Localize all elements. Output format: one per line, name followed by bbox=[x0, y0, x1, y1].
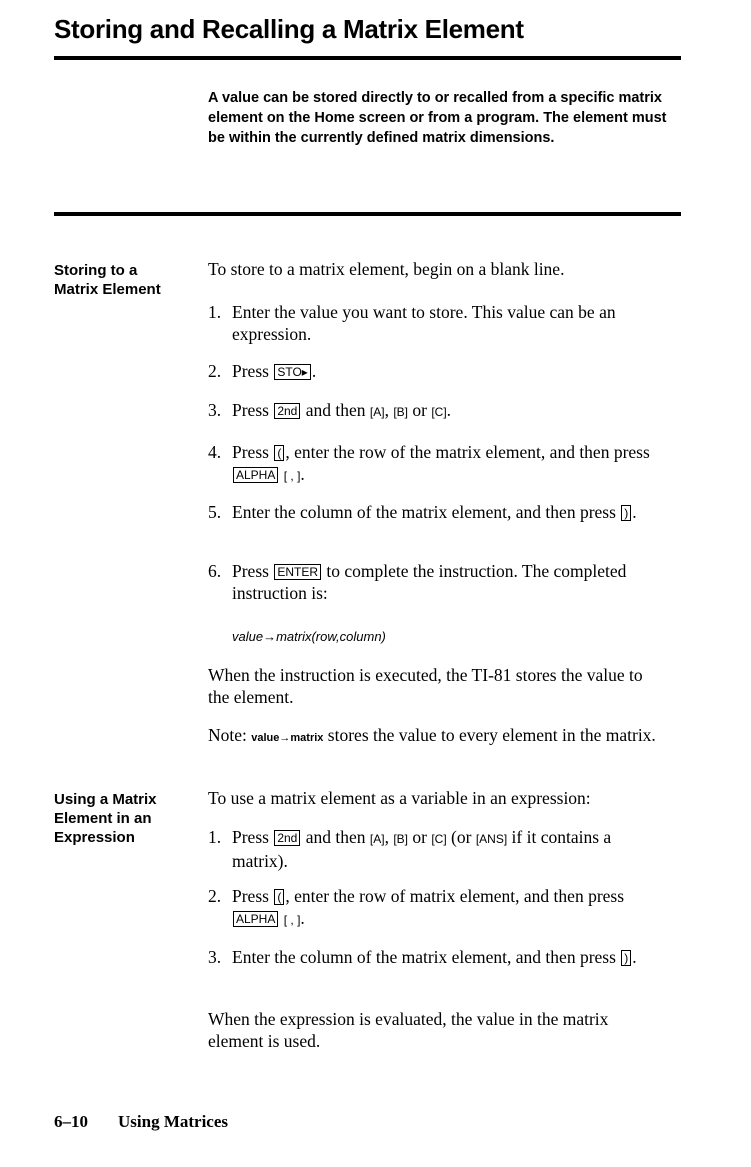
matrix-b-menu: [B] bbox=[393, 832, 408, 846]
section-rule bbox=[54, 212, 681, 216]
enter-key: ENTER bbox=[274, 564, 321, 580]
step-number: 6. bbox=[208, 561, 222, 581]
step-text: . bbox=[300, 908, 305, 928]
matrix-a-menu: [A] bbox=[369, 405, 385, 419]
step-text: Press bbox=[232, 442, 269, 462]
storing-step-2 bbox=[208, 360, 668, 382]
note-code: value→matrix bbox=[251, 732, 324, 744]
close-paren-key: ) bbox=[621, 950, 631, 966]
side-heading-line: Storing to a bbox=[54, 262, 138, 279]
step-text: . bbox=[632, 947, 637, 967]
page-footer bbox=[54, 1112, 228, 1132]
top-rule bbox=[54, 56, 681, 60]
storing-step-3: 3. Press 2nd and then [A], [B] or [C]. bbox=[208, 400, 452, 420]
open-paren-key: ( bbox=[274, 889, 284, 905]
side-heading-line: Expression bbox=[54, 829, 135, 846]
storing-lead: To store to a matrix element, begin on a blank line. bbox=[208, 259, 565, 279]
matrix-b-menu: [B] bbox=[393, 405, 408, 419]
using-step-3 bbox=[208, 946, 668, 968]
executed-paragraph: When the instruction is executed, the TI-81 stores the value to the element. bbox=[208, 665, 643, 707]
using-step-2 bbox=[208, 885, 668, 931]
matrix-c-menu: [C] bbox=[431, 405, 447, 419]
comma-menu: [ , ] bbox=[283, 469, 301, 483]
step-number: 5. bbox=[208, 502, 222, 522]
side-heading-line: Element in an bbox=[54, 810, 152, 827]
matrix-a-menu: [A] bbox=[369, 832, 385, 846]
step-text: , enter the row of the matrix element, and then press bbox=[285, 442, 650, 462]
step-text: Press bbox=[232, 361, 269, 381]
side-heading-line: Matrix Element bbox=[54, 281, 161, 298]
2nd-key: 2nd bbox=[274, 403, 300, 419]
comma-menu: [ , ] bbox=[283, 913, 301, 927]
step-text: Press bbox=[232, 400, 269, 420]
note-label: Note: bbox=[208, 725, 247, 745]
step-text: (or bbox=[451, 827, 472, 847]
step-text: . bbox=[311, 361, 317, 381]
syntax-text: value→matrix(row,column) bbox=[232, 629, 386, 644]
footer-section: Using Matrices bbox=[118, 1112, 229, 1131]
ans-menu: [ANS] bbox=[475, 832, 508, 846]
step-text: . bbox=[632, 502, 637, 522]
step-number: 1. bbox=[208, 827, 222, 847]
alpha-key: ALPHA bbox=[233, 911, 278, 927]
step-number: 1. bbox=[208, 302, 222, 322]
open-paren-key: ( bbox=[274, 445, 284, 461]
syntax-example bbox=[232, 624, 692, 648]
step-text: Press bbox=[232, 827, 269, 847]
storing-step-6 bbox=[208, 560, 668, 604]
page-number: 6–10 bbox=[54, 1112, 88, 1131]
storing-step-4 bbox=[208, 441, 668, 487]
close-paren-key: ) bbox=[621, 505, 631, 521]
using-lead: To use a matrix element as a variable in an expression: bbox=[208, 788, 591, 808]
side-heading-line: Using a Matrix bbox=[54, 791, 157, 808]
evaluated-paragraph: When the expression is evaluated, the value in the matrix element is used. bbox=[208, 1009, 609, 1051]
sto-key: STO▸ bbox=[274, 364, 310, 380]
step-text: Enter the value you want to store. This value can be an expression. bbox=[232, 302, 616, 344]
storing-step-1 bbox=[208, 301, 668, 345]
step-text: to complete the instruction. The completed instruction is: bbox=[232, 561, 627, 603]
side-heading-using bbox=[54, 790, 157, 847]
step-number: 2. bbox=[208, 886, 222, 906]
step-text: Press bbox=[232, 561, 269, 581]
step-text: or bbox=[412, 400, 427, 420]
step-text: or bbox=[412, 827, 427, 847]
step-text: . bbox=[300, 464, 305, 484]
note-paragraph bbox=[208, 724, 668, 749]
step-text: Enter the column of the matrix element, and then press bbox=[232, 502, 616, 522]
step-text: and then bbox=[305, 827, 366, 847]
note-text: stores the value to every element in the matrix. bbox=[327, 725, 656, 745]
step-text: and then bbox=[305, 400, 366, 420]
step-text: Press bbox=[232, 886, 269, 906]
step-text: . bbox=[446, 400, 452, 420]
page-title: Storing and Recalling a Matrix Element bbox=[54, 14, 524, 44]
matrix-c-menu: [C] bbox=[431, 832, 447, 846]
step-number: 2. bbox=[208, 361, 222, 381]
2nd-key: 2nd bbox=[274, 830, 300, 846]
storing-step-5 bbox=[208, 501, 668, 523]
step-number: 4. bbox=[208, 442, 222, 462]
step-text: if it contains a matrix). bbox=[232, 827, 612, 871]
step-number: 3. bbox=[208, 400, 222, 420]
step-text: Enter the column of the matrix element, and then press bbox=[232, 947, 616, 967]
alpha-key: ALPHA bbox=[233, 467, 278, 483]
using-step-1: 1. Press 2nd and then [A], [B] or [C] (or [ANS] if it contains a matrix). bbox=[208, 827, 612, 871]
intro-paragraph: A value can be stored directly to or recalled from a specific matrix element on the Home screen or from a program. The element must be within the currently defined matrix dimensions. bbox=[208, 90, 667, 146]
side-heading-storing bbox=[54, 261, 161, 299]
step-text: , enter the row of matrix element, and then press bbox=[285, 886, 625, 906]
step-number: 3. bbox=[208, 947, 222, 967]
